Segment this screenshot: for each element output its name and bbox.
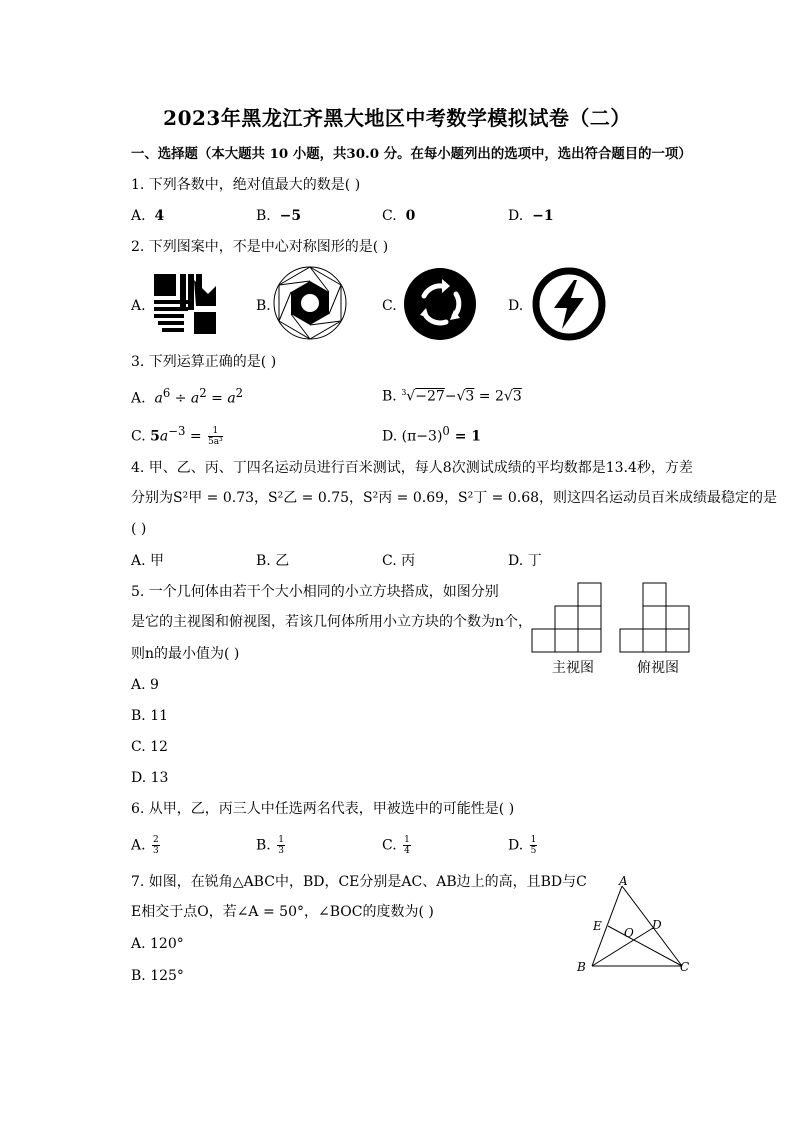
question-7-line-2: E相交于点O，若∠A = 50°，∠BOC的度数为( ) — [131, 904, 434, 920]
q7-option-b: B. 125° — [131, 968, 184, 984]
q2-figure-d-icon — [530, 266, 608, 342]
q6-option-c: C. $\frac{1}{4}$ — [382, 835, 410, 856]
point-o-label: O — [624, 926, 634, 940]
question-1-stem: 1. 下列各数中，绝对值最大的数是( ) — [131, 177, 361, 193]
q3-option-d: D. $(\pi-3)^0 = 1$ — [382, 424, 482, 445]
q7-option-a: A. 120° — [131, 936, 184, 952]
page-title: 2023年黑龙江齐黑大地区中考数学模拟试卷（二） — [163, 106, 631, 130]
question-4-line-3: ( ) — [131, 521, 147, 537]
question-5-line-1: 5. 一个几何体由若干个大小相同的小立方块搭成，如图分别 — [131, 584, 499, 600]
q3-option-b: B. $^3$√−27−√3 = 2√3 — [382, 388, 522, 405]
q2-figure-b-icon — [272, 265, 348, 341]
question-2-stem: 2. 下列图案中，不是中心对称图形的是( ) — [131, 239, 389, 255]
question-4-line-1: 4. 甲、乙、丙、丁四名运动员进行百米测试，每人8次测试成绩的平均数都是13.4秒，方差 — [131, 460, 693, 476]
q4-option-b: B. 乙 — [256, 553, 290, 569]
q2-figure-c-icon — [402, 266, 478, 342]
q5-option-d: D. 13 — [131, 770, 169, 786]
q5-option-a: A. 9 — [131, 677, 159, 693]
question-7-line-1: 7. 如图，在锐角△ABC中，BD，CE分别是AC、AB边上的高，且BD与C — [131, 874, 587, 890]
point-b-label: B — [577, 960, 586, 974]
q1-option-a: A. 4 — [131, 208, 165, 224]
point-c-label: C — [680, 960, 690, 974]
q4-option-c: C. 丙 — [382, 553, 416, 569]
q5-option-b: B. 11 — [131, 708, 169, 724]
question-4-line-2: 分别为S²甲 = 0.73，S²乙 = 0.75，S²丙 = 0.69，S²丁 = 0.68，则这四名运动员百米成绩最稳定的是 — [131, 490, 778, 506]
front-view-label: 主视图 — [552, 660, 594, 676]
q1-option-d: D. −1 — [508, 208, 554, 224]
q1-option-b: B. −5 — [256, 208, 302, 224]
question-5-line-3: 则n的最小值为( ) — [131, 646, 240, 662]
q5-option-c: C. 12 — [131, 739, 168, 755]
top-view-label: 俯视图 — [637, 660, 679, 676]
q7-triangle-figure — [572, 872, 696, 980]
q2-option-d: D. — [508, 298, 524, 314]
q1-option-c: C. 0 — [382, 208, 416, 224]
q2-option-c: C. — [382, 298, 397, 314]
point-d-label: D — [652, 918, 662, 932]
q3-option-a: A. $a^6 \div a^2 = a^2$ — [131, 386, 244, 407]
section-heading: 一、选择题（本大题共 10 小题，共30.0 分。在每小题列出的选项中，选出符合题目的一项） — [131, 146, 692, 162]
question-6-stem: 6. 从甲，乙，丙三人中任选两名代表，甲被选中的可能性是( ) — [131, 801, 515, 817]
q6-option-d: D. $\frac{1}{5}$ — [508, 835, 537, 856]
q6-option-b: B. $\frac{1}{3}$ — [256, 835, 284, 856]
q2-figure-a-icon — [150, 270, 220, 338]
q2-option-a: A. — [131, 298, 146, 314]
q2-option-b: B. — [256, 298, 271, 314]
point-a-label: A — [619, 874, 628, 888]
point-e-label: E — [593, 919, 602, 933]
question-3-stem: 3. 下列运算正确的是( ) — [131, 354, 277, 370]
q4-option-a: A. 甲 — [131, 553, 165, 569]
q3-option-c: C. $5a^{-3}$ = $\frac{1}{\text{5a³}}$ — [131, 424, 223, 448]
question-5-line-2: 是它的主视图和俯视图，若该几何体所用小立方块的个数为n个， — [131, 614, 533, 630]
q6-option-a: A. $\frac{2}{3}$ — [131, 835, 159, 856]
q4-option-d: D. 丁 — [508, 553, 542, 569]
